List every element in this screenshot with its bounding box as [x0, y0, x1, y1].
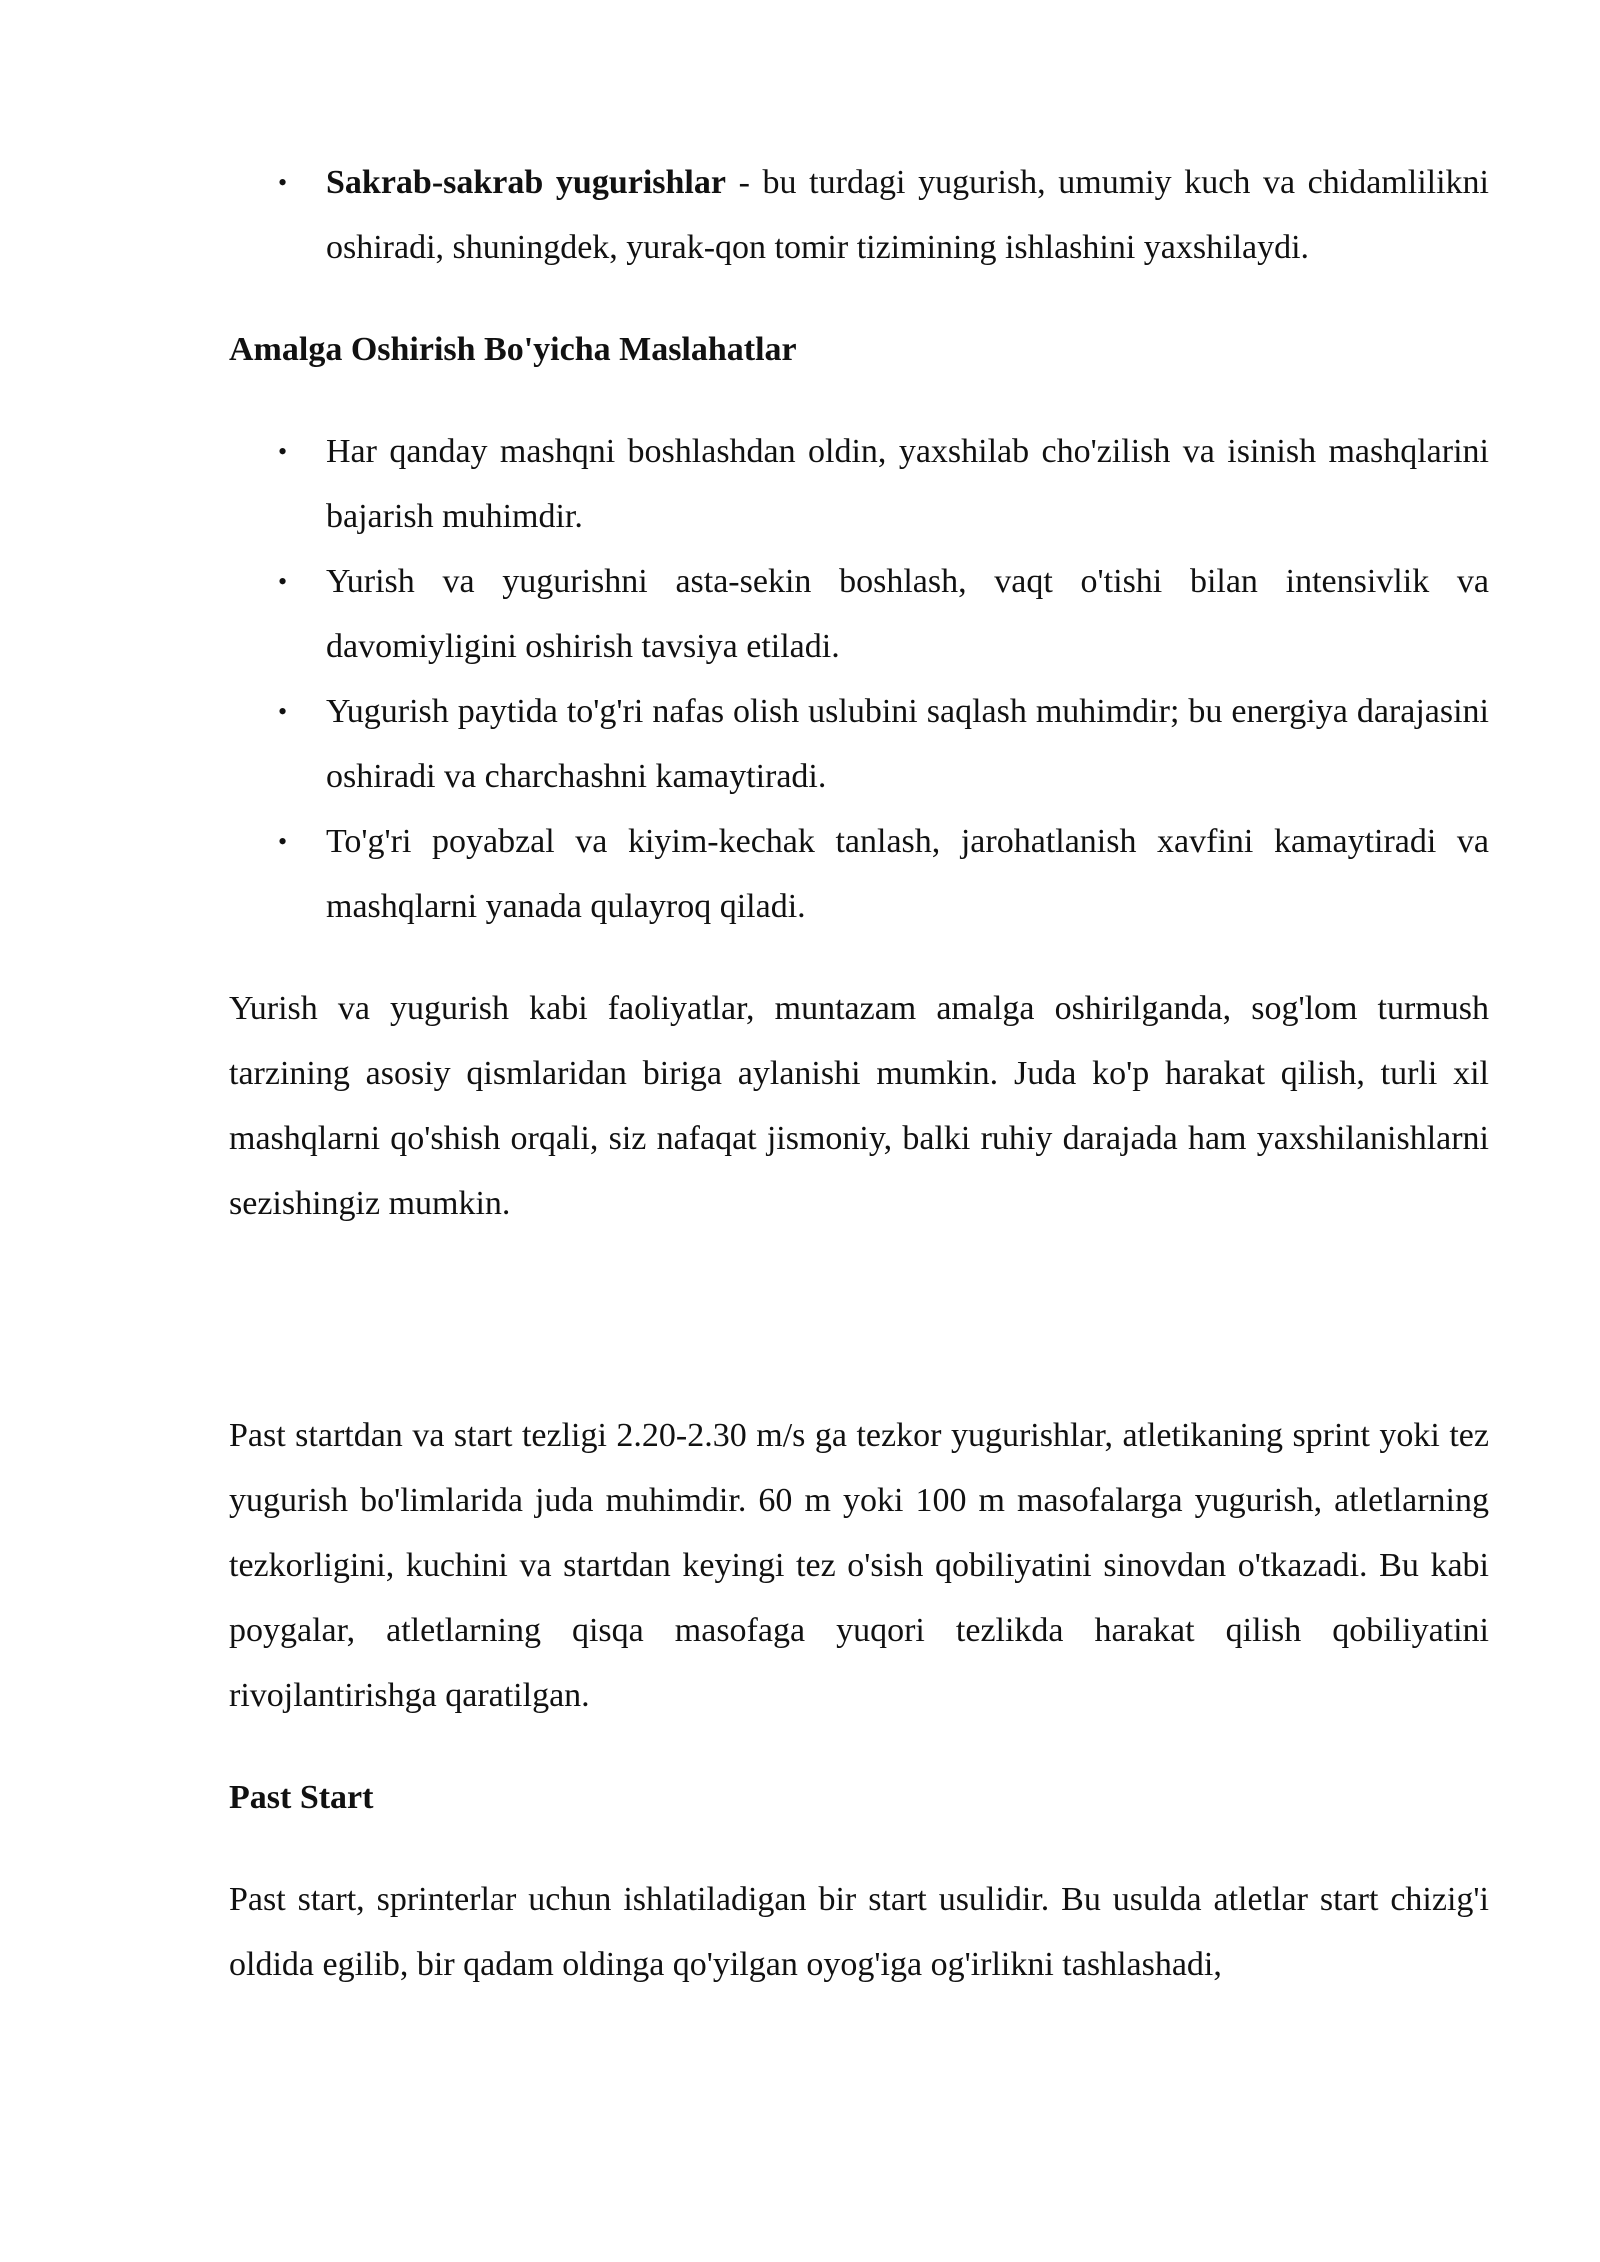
list-item [229, 549, 1489, 679]
section-heading-past-start: Past Start [229, 1779, 374, 1816]
bullet-term: Sakrab-sakrab yugurishlar [326, 164, 726, 201]
past-start-paragraph: Past start, sprinterlar uchun ishlatiladigan bir start usulidir. Bu usulda atletlar start chizig'i oldida egilib, bir qadam oldinga qo'yilgan oyog'iga og'irlikni tashlashadi, [229, 1881, 1489, 1983]
bullet-icon: • [278, 827, 288, 856]
list-item [229, 419, 1489, 549]
tip-text: Yurish va yugurishni asta-sekin boshlash, vaqt o'tishi bilan intensivlik va davomiyligini oshirish tavsiya etiladi. [326, 563, 1489, 665]
tips-bullet-list [229, 419, 1489, 939]
bullet-icon: • [278, 567, 288, 596]
tip-text: To'g'ri poyabzal va kiyim-kechak tanlash, jarohatlanish xavfini kamaytiradi va mashqlarni yanada qulayroq qiladi. [326, 823, 1489, 925]
list-item [229, 809, 1489, 939]
sprint-paragraph: Past startdan va start tezligi 2.20-2.30 m/s ga tezkor yugurishlar, atletikaning sprint yoki tez yugurish bo'limlarida juda muhimdir. 60 m yoki 100 m masofalarga yugurish, atletlarning tezkorligini, kuchini va startdan keyingi tez o'sish qobiliyatini sinovdan o'tkazadi. Bu kabi poygalar, atletlarning qisqa masofaga yuqori tezlikda harakat qilish qobiliyatini rivojlantirishga qaratilgan. [229, 1417, 1489, 1714]
bullet-icon: • [278, 168, 288, 197]
bullet-icon: • [278, 697, 288, 726]
list-item [229, 150, 1489, 280]
bullet-icon: • [278, 437, 288, 466]
blank-space [229, 1273, 1489, 1403]
bullet-text: - bu turdagi yugurish, umumiy kuch va chidamlilikni oshiradi, shuningdek, yurak-qon tomir tizimining ishlashini yaxshilaydi. [326, 164, 1489, 266]
tip-text: Yugurish paytida to'g'ri nafas olish uslubini saqlash muhimdir; bu energiya darajasini oshiradi va charchashni kamaytiradi. [326, 693, 1489, 795]
list-item [229, 679, 1489, 809]
tip-text: Har qanday mashqni boshlashdan oldin, yaxshilab cho'zilish va isinish mashqlarini bajarish muhimdir. [326, 433, 1489, 535]
intro-bullet-list [229, 150, 1489, 280]
summary-paragraph: Yurish va yugurish kabi faoliyatlar, muntazam amalga oshirilganda, sog'lom turmush tarzining asosiy qismlaridan biriga aylanishi mumkin. Juda ko'p harakat qilish, turli xil mashqlarni qo'shish orqali, siz nafaqat jismoniy, balki ruhiy darajada ham yaxshilanishlarni sezishingiz mumkin. [229, 990, 1489, 1222]
section-heading-tips: Amalga Oshirish Bo'yicha Maslahatlar [229, 331, 797, 368]
document-page [229, 150, 1489, 2034]
